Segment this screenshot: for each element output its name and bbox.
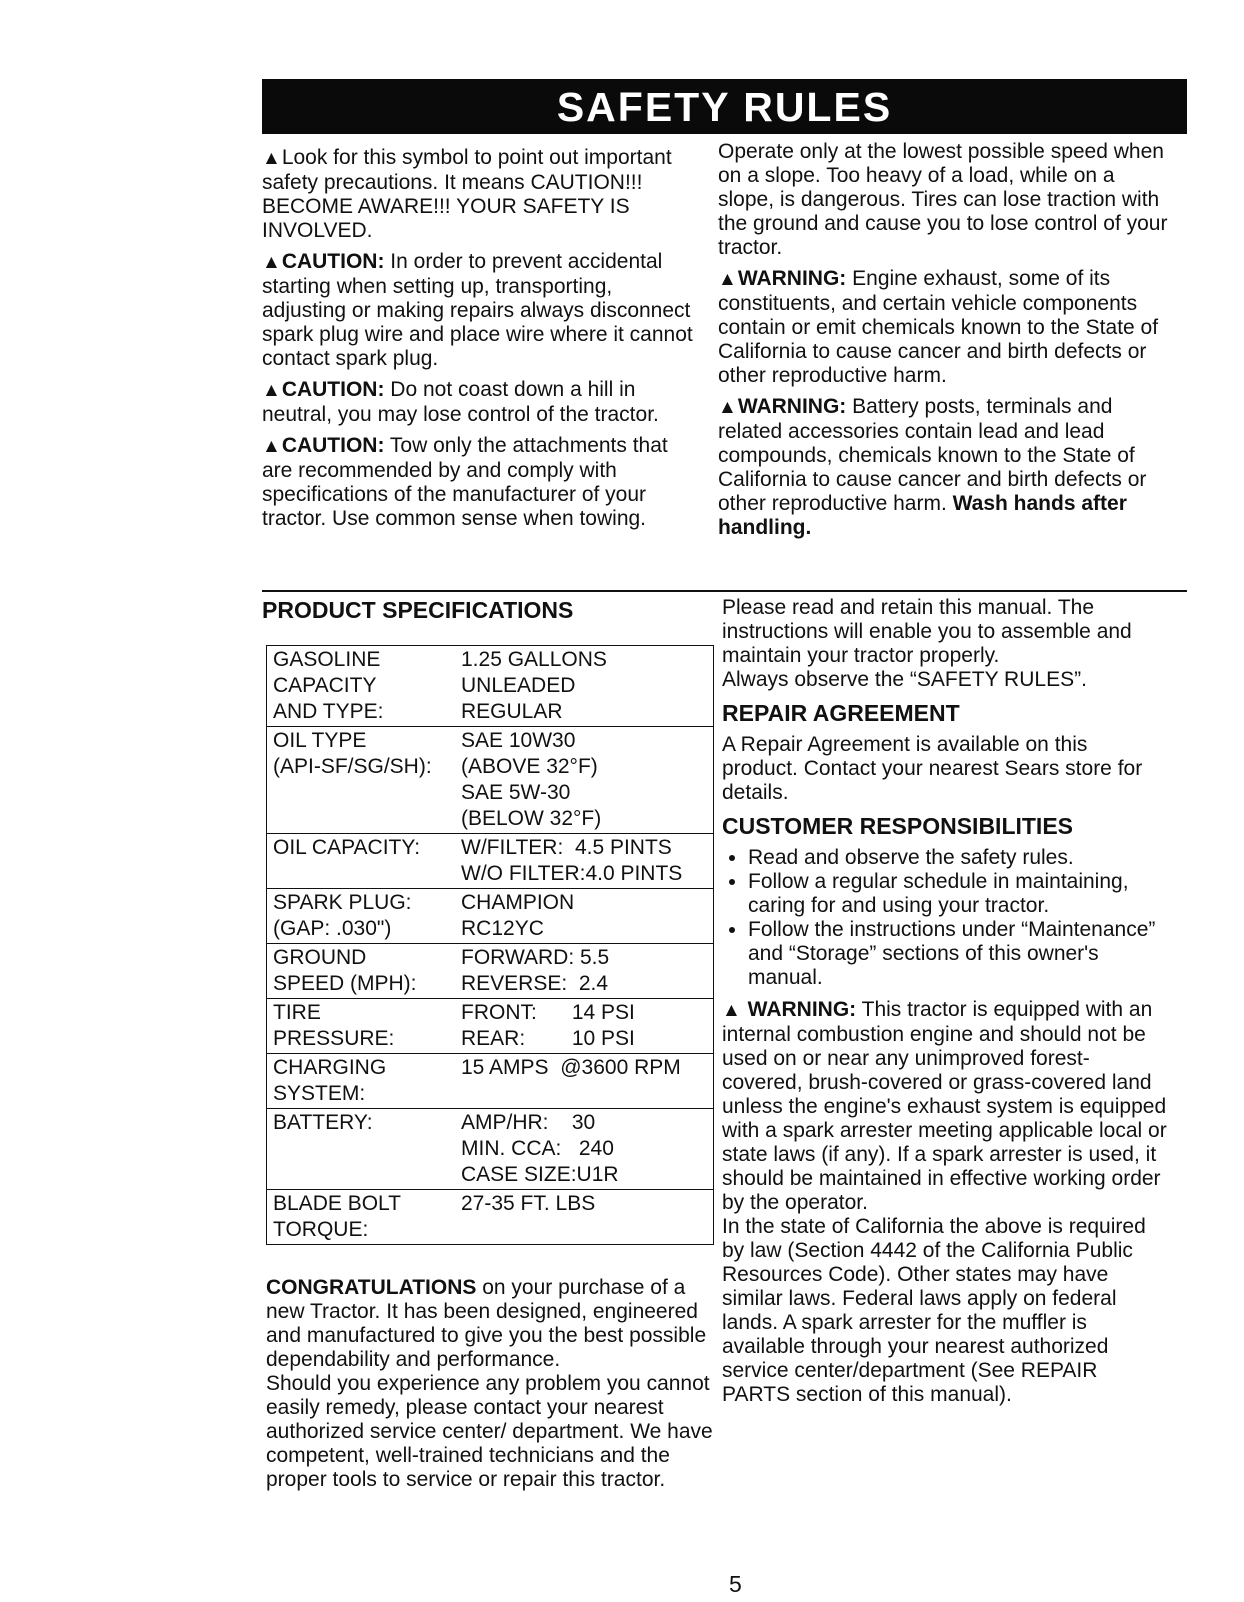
- spec-value-line: SAE 10W30: [461, 729, 576, 752]
- spark-arrester-warning: ▲ WARNING: This tractor is equipped with an internal combustion engine and should not be used on or near any unimproved forest-covered, brush-covered or grass-covered land unless the engine's exhaust system is equipped with a spark arrester meeting applicable local or state laws (if any). If a spark arrester is used, it should be maintained in effective working order by the operator.: [722, 998, 1167, 1214]
- spec-value-line: MIN. CCA: 240: [461, 1137, 614, 1160]
- responsibilities-list: [722, 846, 1168, 990]
- spec-label: [267, 834, 456, 889]
- spec-value-line: UNLEADED: [461, 674, 576, 697]
- spec-value: [455, 1054, 714, 1109]
- table-row: [267, 834, 714, 889]
- caution-3: ▲CAUTION: Tow only the attachments that are recommended by and comply with specifications of the manufacturer of your tractor. Use common sense when towing.: [262, 434, 668, 530]
- page-number: 5: [729, 1571, 742, 1597]
- warning-exhaust: ▲WARNING: Engine exhaust, some of its constituents, and certain vehicle components contain or emit chemicals known to the State of California to cause cancer and birth defects or other reproductive harm.: [718, 267, 1159, 387]
- spec-label-line: TORQUE:: [273, 1218, 369, 1241]
- spec-label-line: SPEED (MPH):: [273, 972, 417, 995]
- spec-value: [455, 999, 714, 1054]
- table-row: [267, 999, 714, 1054]
- spec-value: [455, 646, 714, 727]
- spec-value-line: REVERSE: 2.4: [461, 972, 609, 995]
- spec-value-line: W/FILTER: 4.5 PINTS: [461, 836, 672, 859]
- safety-left-column: [262, 146, 698, 538]
- table-row: [267, 1109, 714, 1190]
- spec-value-line: 27-35 FT. LBS: [461, 1192, 596, 1215]
- specifications-table: [266, 645, 714, 1245]
- section-divider: [262, 590, 1187, 592]
- warning-triangle-icon: ▲: [262, 252, 281, 273]
- info-right-column: [722, 596, 1168, 1414]
- congratulations-paragraph: CONGRATULATIONS on your purchase of a new Tractor. It has been designed, engineered and manufactured to give you the best possible dependability and performance.: [266, 1276, 707, 1371]
- spec-value: [455, 944, 714, 999]
- repair-agreement-text: A Repair Agreement is available on this product. Contact your nearest Sears store for details.: [722, 733, 1143, 804]
- spec-label-line: SPARK PLUG:: [273, 891, 412, 914]
- warning-triangle-icon: ▲: [262, 436, 281, 457]
- spec-label: [267, 999, 456, 1054]
- spec-value-line: FRONT: 14 PSI: [461, 1001, 635, 1024]
- safety-right-column: [718, 140, 1168, 547]
- spec-label: [267, 1190, 456, 1245]
- table-row: [267, 944, 714, 999]
- list-item: • Follow the instructions under “Maintenance” and “Storage” sections of this owner's manual.: [748, 918, 1168, 990]
- spec-value: [455, 1190, 714, 1245]
- spec-label: [267, 1109, 456, 1190]
- california-law-note: In the state of California the above is required by law (Section 4442 of the California Public Resources Code). Other states may have similar laws. Federal laws apply on federal lands. A spark arrester for the muffler is available through your nearest authorized service center/department (See REPAIR PARTS section of this manual).: [722, 1215, 1146, 1406]
- spec-label: [267, 727, 456, 834]
- table-row: [267, 1190, 714, 1245]
- spec-value-line: (ABOVE 32°F): [461, 755, 598, 778]
- spec-value-line: 1.25 GALLONS: [461, 648, 607, 671]
- list-item: • Follow a regular schedule in maintaining, caring for and using your tractor.: [748, 870, 1168, 918]
- spec-value-line: FORWARD: 5.5: [461, 946, 610, 969]
- table-row: [267, 1054, 714, 1109]
- spec-label: [267, 1054, 456, 1109]
- spec-label-line: BLADE BOLT: [273, 1192, 401, 1215]
- spec-value-line: 15 AMPS @3600 RPM: [461, 1056, 681, 1079]
- spec-value-line: RC12YC: [461, 917, 544, 940]
- table-row: [267, 889, 714, 944]
- caution-1: ▲CAUTION: In order to prevent accidental starting when setting up, transporting, adjusting or making repairs always disconnect spark plug wire and place wire where it cannot contact spark plug.: [262, 250, 693, 370]
- warning-battery: ▲WARNING: Battery posts, terminals and related accessories contain lead and lead compounds, chemicals known to the State of California to cause cancer and birth defects or other reproductive harm. Wash hands after handling.: [718, 395, 1147, 539]
- spec-value: [455, 889, 714, 944]
- warning-triangle-icon: ▲: [262, 380, 281, 401]
- spec-label-line: CHARGING: [273, 1056, 387, 1079]
- slope-note: Operate only at the lowest possible speed when on a slope. Too heavy of a load, while on a slope, is dangerous. Tires can lose traction with the ground and cause you to lose control of your tractor.: [718, 140, 1168, 259]
- spec-label-line: BATTERY:: [273, 1111, 373, 1134]
- spec-label-line: (API-SF/SG/SH):: [273, 755, 432, 778]
- customer-responsibilities-heading: CUSTOMER RESPONSIBILITIES: [722, 813, 1074, 839]
- spec-value: [455, 1109, 714, 1190]
- spec-value-line: CASE SIZE:U1R: [461, 1163, 619, 1186]
- congratulations-block: [266, 1276, 718, 1499]
- spec-value-line: (BELOW 32°F): [461, 807, 602, 830]
- caution-2: ▲CAUTION: Do not coast down a hill in neutral, you may lose control of the tractor.: [262, 378, 659, 426]
- spec-label-line: PRESSURE:: [273, 1027, 395, 1050]
- table-row: [267, 727, 714, 834]
- symbol-note: ▲Look for this symbol to point out important safety precautions. It means CAUTION!!! BECOME AWARE!!! YOUR SAFETY IS INVOLVED.: [262, 146, 672, 242]
- product-specifications-heading: PRODUCT SPECIFICATIONS: [262, 597, 574, 623]
- spec-value: [455, 727, 714, 834]
- spec-label-line: GROUND: [273, 946, 367, 969]
- spec-label: [267, 889, 456, 944]
- list-item: • Read and observe the safety rules.: [748, 846, 1168, 870]
- spec-value-line: CHAMPION: [461, 891, 575, 914]
- spec-value-line: SAE 5W-30: [461, 781, 571, 804]
- warning-triangle-icon: ▲: [722, 1000, 741, 1021]
- spec-label-line: OIL CAPACITY:: [273, 836, 421, 859]
- spec-label: [267, 646, 456, 727]
- repair-agreement-heading: REPAIR AGREEMENT: [722, 700, 960, 726]
- spec-value-line: REAR: 10 PSI: [461, 1027, 635, 1050]
- warning-triangle-icon: ▲: [718, 397, 737, 418]
- spec-label-line: OIL TYPE: [273, 729, 367, 752]
- spec-label-line: TIRE: [273, 1001, 321, 1024]
- warning-triangle-icon: ▲: [262, 148, 281, 169]
- spec-value: [455, 834, 714, 889]
- spec-label-line: GASOLINE: [273, 648, 381, 671]
- spec-value-line: W/O FILTER:4.0 PINTS: [461, 862, 683, 885]
- manual-intro: Please read and retain this manual. The instructions will enable you to assemble and maintain your tractor properly.: [722, 596, 1132, 667]
- spec-value-line: REGULAR: [461, 700, 563, 723]
- table-row: [267, 646, 714, 727]
- spec-label-line: CAPACITY: [273, 674, 377, 697]
- safety-rules-banner: SAFETY RULES: [262, 79, 1187, 134]
- spec-value-line: AMP/HR: 30: [461, 1111, 596, 1134]
- spec-label-line: SYSTEM:: [273, 1082, 366, 1105]
- spec-label-line: (GAP: .030"): [273, 917, 392, 940]
- service-paragraph: Should you experience any problem you cannot easily remedy, please contact your nearest authorized service center/ department. We have competent, well-trained technicians and the proper tools to service or repair this tractor.: [266, 1372, 713, 1491]
- spec-label-line: AND TYPE:: [273, 700, 384, 723]
- spec-label: [267, 944, 456, 999]
- warning-triangle-icon: ▲: [718, 269, 737, 290]
- observe-safety-rules: Always observe the “SAFETY RULES”.: [722, 668, 1087, 691]
